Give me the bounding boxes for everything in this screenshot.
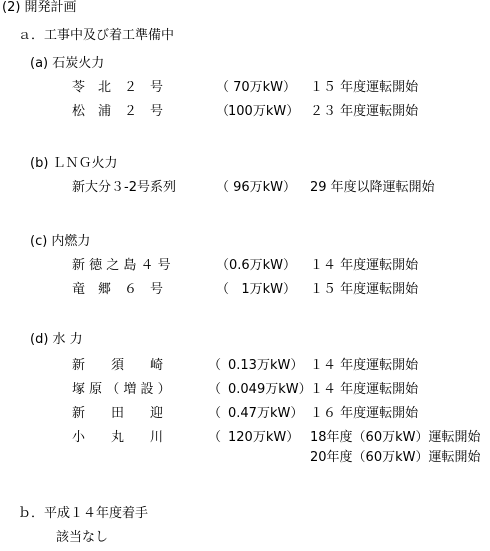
capacity: 100万kW） [228, 104, 300, 119]
capacity: 70万kW） [233, 80, 296, 95]
status: ２３ 年度運転開始 [310, 104, 419, 119]
capacity: 96万kW） [233, 180, 296, 195]
capacity: 0.47万kW） [228, 406, 304, 421]
open-paren: （ [216, 104, 230, 119]
open-paren: （ [216, 80, 230, 95]
open-paren: （ [208, 358, 222, 373]
status: １５ 年度運転開始 [310, 282, 419, 297]
open-paren: （ [216, 180, 230, 195]
capacity: 120万kW） [228, 430, 300, 445]
capacity: 0.13万kW） [228, 358, 304, 373]
status: １４ 年度運転開始 [310, 258, 419, 273]
plant-name: 苓 北 ２ 号 [72, 80, 164, 95]
plant-name: 小 丸 川 [72, 430, 164, 445]
status: １４ 年度運転開始 [310, 382, 419, 397]
open-paren: （ [208, 382, 222, 397]
capacity: 0.049万kW） [228, 382, 312, 397]
status: １４ 年度運転開始 [310, 358, 419, 373]
group-coal-label: (a) 石炭火力 [30, 56, 105, 71]
section-b-body: 該当なし [56, 530, 109, 545]
group-lng-label: (b) ＬＮＧ火力 [30, 156, 118, 171]
plant-name: 新 徳 之 島 ４ 号 [72, 258, 171, 273]
capacity: 0.6万kW） [228, 258, 296, 273]
page-heading: (2) 開発計画 [2, 0, 77, 15]
status: １５ 年度運転開始 [310, 80, 419, 95]
section-a-title: ａ．工事中及び着工準備中 [18, 28, 175, 43]
status: 18年度（60万kW）運転開始 [310, 430, 481, 445]
status-continuation: 20年度（60万kW）運転開始 [310, 450, 481, 465]
group-internal-combustion-label: (c) 内燃力 [30, 234, 91, 249]
open-paren: （ [208, 406, 222, 421]
capacity: 1万kW） [241, 282, 296, 297]
group-hydro-label: (d) 水 力 [30, 332, 83, 347]
plant-name: 新 田 迎 [72, 406, 164, 421]
open-paren: （ [208, 430, 222, 445]
plant-name: 塚 原 （ 増 設 ） [72, 382, 171, 397]
status: １６ 年度運転開始 [310, 406, 419, 421]
open-paren: （ [216, 282, 230, 297]
plant-name: 新 須 崎 [72, 358, 164, 373]
plant-name: 竜 郷 ６ 号 [72, 282, 164, 297]
status: 29 年度以降運転開始 [310, 180, 435, 195]
section-b-title: ｂ．平成１４年度着手 [18, 506, 149, 521]
open-paren: （ [216, 258, 230, 273]
plant-name: 松 浦 ２ 号 [72, 104, 164, 119]
plant-name: 新大分３-2号系列 [72, 180, 176, 195]
